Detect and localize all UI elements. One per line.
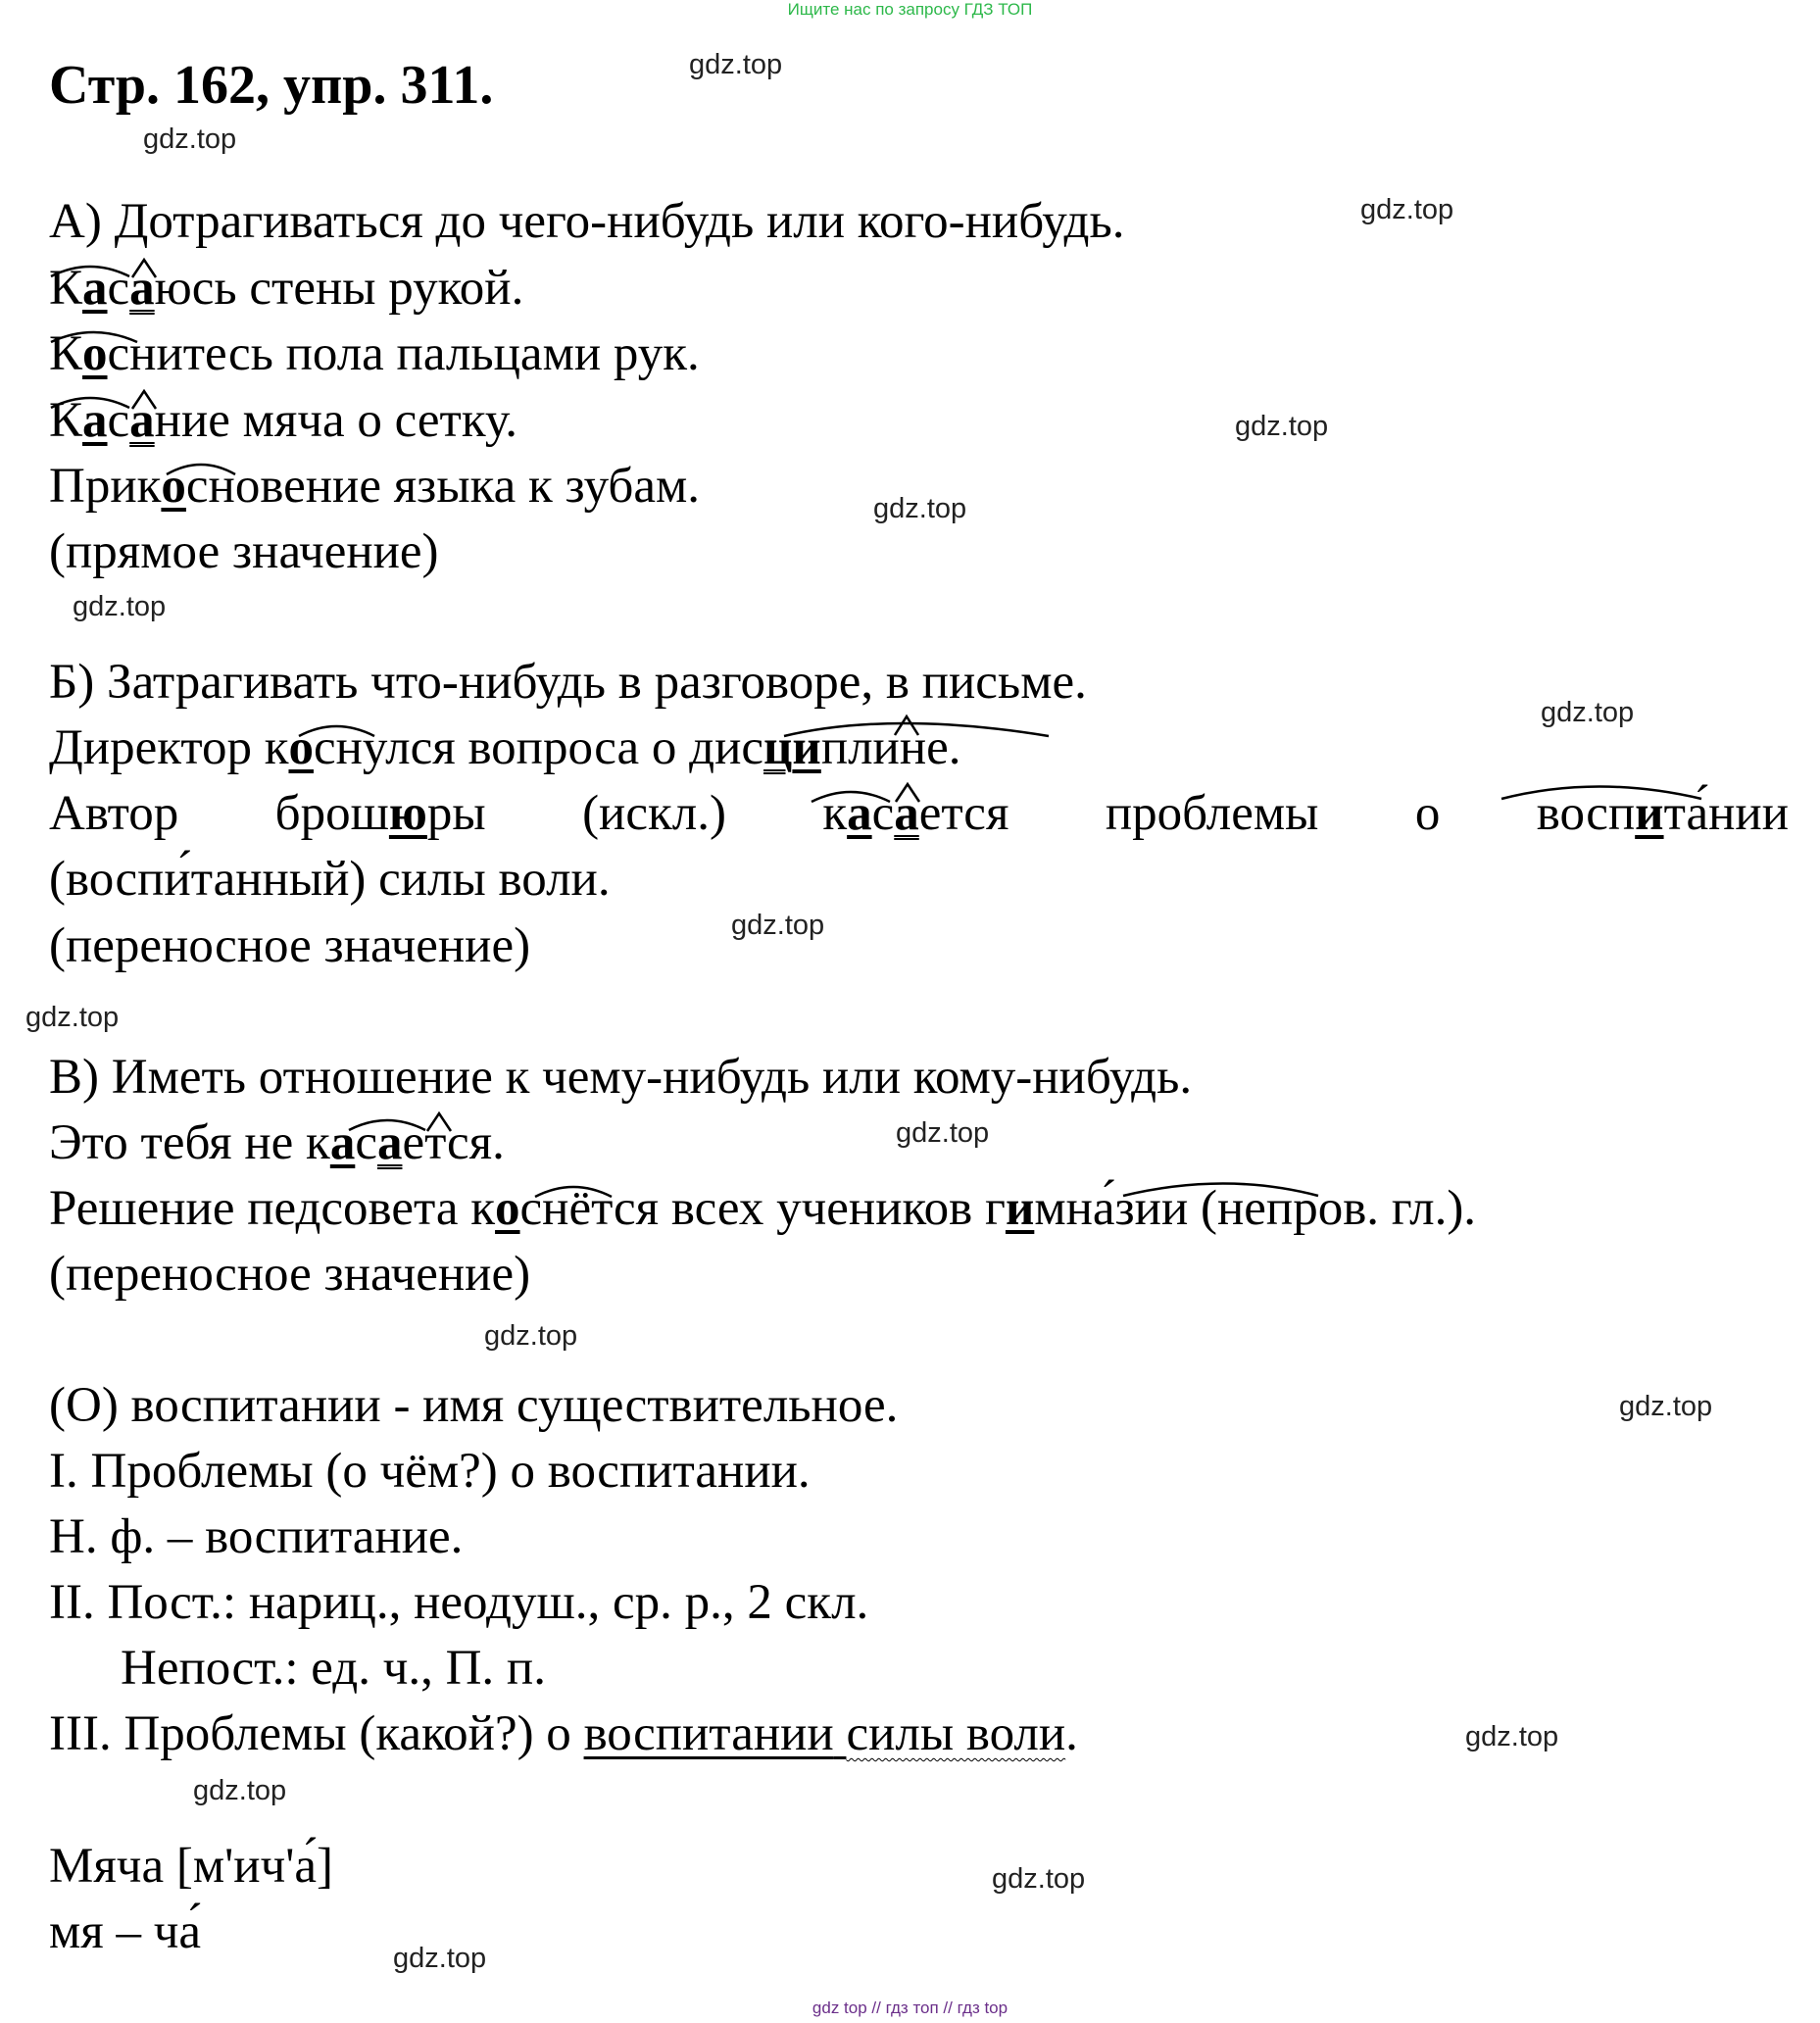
text-part: Директор к <box>49 720 289 775</box>
phonetic-line-1: Мяча [м'ич'а́] <box>49 1839 334 1894</box>
text-part: К <box>49 393 83 448</box>
page-title: Стр. 162, упр. 311. <box>49 55 494 116</box>
text-part: юсь стены рукой. <box>154 261 524 316</box>
watermark: gdz.top <box>1360 194 1454 225</box>
section-a-example-2 <box>49 322 700 385</box>
text-part: с <box>107 261 130 316</box>
text-part: ется. <box>402 1115 505 1170</box>
word: брошюры <box>274 786 486 841</box>
analysis-line-2: I. Проблемы (о чём?) о воспитании. <box>49 1444 811 1499</box>
text-part: Это тебя не к <box>49 1115 330 1170</box>
suffix-vowel: а <box>129 393 155 448</box>
analysis-line-4: II. Пост.: нариц., неодуш., ср. р., 2 скл. <box>49 1575 869 1630</box>
text-part: . <box>1065 1706 1078 1761</box>
letter-c: ц <box>763 720 793 775</box>
section-a-example-3 <box>49 389 517 452</box>
text-part: III. Проблемы (какой?) о <box>49 1706 584 1761</box>
word: воспита́нии <box>1536 786 1789 841</box>
unstressed-vowel: и <box>1005 1181 1035 1236</box>
unstressed-vowel: и <box>1635 786 1664 841</box>
section-c-note: (переносное значение) <box>49 1247 531 1302</box>
watermark: gdz.top <box>393 1943 487 1974</box>
section-c-example-2 <box>49 1177 1476 1240</box>
watermark: gdz.top <box>1619 1391 1713 1422</box>
word: о <box>1414 786 1441 841</box>
watermark: gdz.top <box>25 1002 120 1033</box>
section-a-example-4 <box>49 455 700 518</box>
analysis-line-3: Н. ф. – воспитание. <box>49 1509 464 1564</box>
watermark: gdz.top <box>1235 411 1329 442</box>
watermark: gdz.top <box>484 1320 578 1352</box>
watermark: gdz.top <box>193 1775 287 1806</box>
footer-links: gdz top // гдз топ // гдз top <box>812 1998 1008 2017</box>
word: касается <box>822 786 1009 841</box>
analysis-line-5: Непост.: ед. ч., П. п. <box>121 1641 546 1696</box>
watermark: gdz.top <box>731 910 825 941</box>
text-part: Прик <box>49 459 162 514</box>
word: Автор <box>49 786 179 841</box>
watermark: gdz.top <box>143 123 237 155</box>
unstressed-vowel: а <box>329 1115 356 1170</box>
section-b-example-1 <box>49 716 961 779</box>
watermark: gdz.top <box>896 1117 990 1149</box>
text-part: снитесь пола пальцами рук. <box>107 326 700 381</box>
unstressed-vowel: о <box>82 326 108 381</box>
section-c-example-1 <box>49 1111 505 1174</box>
section-b-heading: Б) Затрагивать что-нибудь в разговоре, в письме. <box>49 655 1087 710</box>
unstressed-vowel: о <box>495 1181 520 1236</box>
unstressed-vowel: а <box>82 261 108 316</box>
unstressed-vowel: и <box>792 720 821 775</box>
text-part: мна́зии (непров. гл.). <box>1034 1181 1477 1236</box>
text-part: с <box>355 1115 377 1170</box>
text-part: К <box>49 261 83 316</box>
analysis-line-1: (О) воспитании - имя существительное. <box>49 1378 899 1433</box>
section-a-example-1 <box>49 257 523 320</box>
section-b-example-3: (воспи́танный) силы воли. <box>49 852 611 907</box>
section-a-note: (прямое значение) <box>49 524 439 579</box>
exception-vowel: ю <box>388 786 427 841</box>
text-part: сновение языка к зубам. <box>185 459 701 514</box>
wavy-underlined-words: силы воли <box>846 1706 1066 1761</box>
watermark: gdz.top <box>689 49 783 80</box>
suffix-vowel: а <box>376 1115 403 1170</box>
text-part: плине. <box>820 720 961 775</box>
unstressed-vowel: о <box>288 720 314 775</box>
watermark: gdz.top <box>1541 697 1635 728</box>
section-b-example-2 <box>49 782 1789 845</box>
text-part: К <box>49 326 83 381</box>
section-b-note: (переносное значение) <box>49 918 531 973</box>
word: проблемы <box>1105 786 1319 841</box>
watermark: gdz.top <box>992 1863 1086 1895</box>
text-part <box>834 1706 847 1761</box>
top-search-note: Ищите нас по запросу ГДЗ ТОП <box>787 0 1033 19</box>
suffix-vowel: а <box>129 261 155 316</box>
unstressed-vowel: о <box>161 459 186 514</box>
suffix-vowel: а <box>894 786 919 841</box>
unstressed-vowel: а <box>82 393 108 448</box>
text-part: ние мяча о сетку. <box>154 393 518 448</box>
text-part: снётся всех учеников г <box>519 1181 1006 1236</box>
analysis-line-6 <box>49 1702 1078 1765</box>
watermark: gdz.top <box>73 591 167 622</box>
phonetic-line-2: мя – ча́ <box>49 1904 202 1959</box>
section-a-heading: А) Дотрагиваться до чего-нибудь или кого-нибудь. <box>49 194 1125 249</box>
word: (искл.) <box>582 786 726 841</box>
unstressed-vowel: а <box>847 786 872 841</box>
section-c-heading: В) Иметь отношение к чему-нибудь или кому-нибудь. <box>49 1050 1193 1105</box>
text-part: с <box>107 393 130 448</box>
text-part: Решение педсовета к <box>49 1181 496 1236</box>
underlined-word: воспитании <box>583 1706 834 1761</box>
watermark: gdz.top <box>1465 1721 1559 1752</box>
text-part: снулся вопроса о дис <box>313 720 764 775</box>
watermark: gdz.top <box>873 493 967 524</box>
